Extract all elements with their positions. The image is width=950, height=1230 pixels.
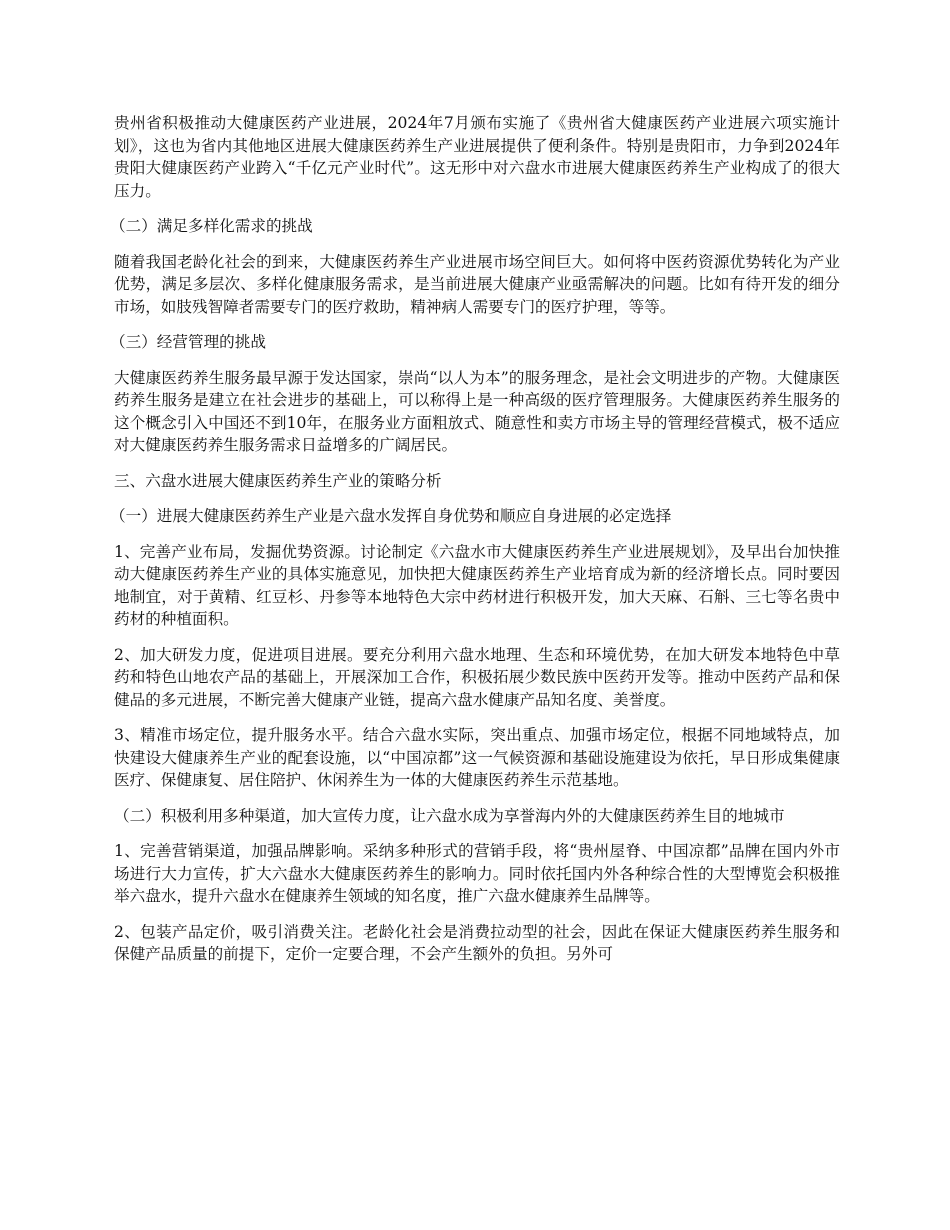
paragraph: 2、包装产品定价，吸引消费关注。老龄化社会是消费拉动型的社会，因此在保证大健康医药养生服务和保健产品质量的前提下，定价一定要合理，不会产生额外的负担。另外可 (114, 922, 840, 963)
paragraph: 1、完善产业布局，发掘优势资源。讨论制定《六盘水市大健康医药养生产业进展规划》，及早出台加快推动大健康医药养生产业的具体实施意见，加快把大健康医药养生产业培育成为新的经济增长点。同时要因地制宜，对于黄精、红豆杉、丹参等本地特色大宗中药材进行积极开发，加大天麻、石斛、三七等名贵中药材的种植面积。 (114, 542, 840, 628)
paragraph: 1、完善营销渠道，加强品牌影响。采纳多种形式的营销手段，将“贵州屋脊、中国凉都”品牌在国内外市场进行大力宣传，扩大六盘水大健康医药养生的影响力。同时依托国内外各种综合性的大型博览会积极推举六盘水，提升六盘水在健康养生领域的知名度，推广六盘水健康养生品牌等。 (114, 842, 840, 905)
document-page (110, 112, 840, 979)
section-heading: （二）积极利用多种渠道，加大宣传力度，让六盘水成为享誉海内外的大健康医药养生目的地城市 (114, 806, 785, 825)
section-heading: （二）满足多样化需求的挑战 (110, 217, 313, 235)
paragraph: 随着我国老龄化社会的到来，大健康医药养生产业进展市场空间巨大。如何将中医药资源优势转化为产业优势，满足多层次、多样化健康服务需求，是当前进展大健康产业亟需解决的问题。比如有待开发的细分市场，如肢残智障者需要专门的医疗救助，精神病人需要专门的医疗护理，等等。 (114, 252, 840, 316)
section-heading: （一）进展大健康医药养生产业是六盘水发挥自身优势和顺应自身进展的必定选择 (110, 507, 672, 525)
paragraph: 贵州省积极推动大健康医药产业进展，2024年7月颁布实施了《贵州省大健康医药产业进展六项实施计划》，这也为省内其他地区进展大健康医药养生产业进展提供了便利条件。特别是贵阳市，力争到2024年贵阳大健康医药产业跨入“千亿元产业时代”。这无形中对六盘水市进展大健康医药养生产业构成了的很大压力。 (114, 114, 840, 200)
section-heading: （三）经营管理的挑战 (110, 333, 266, 351)
paragraph: 3、精准市场定位，提升服务水平。结合六盘水实际，突出重点、加强市场定位，根据不同地域特点，加快建设大健康养生产业的配套设施，以“中国凉都”这一气候资源和基础设施建设为依托，早日形成集健康医疗、保健康复、居住陪护、休闲养生为一体的大健康医药养生示范基地。 (114, 726, 840, 789)
paragraph: 大健康医药养生服务最早源于发达国家，崇尚“以人为本”的服务理念，是社会文明进步的产物。大健康医药养生服务是建立在社会进步的基础上，可以称得上是一种高级的医疗管理服务。大健康医药养生服务的这个概念引入中国还不到10年，在服务业方面粗放式、随意性和卖方市场主导的管理经营模式，极不适应对大健康医药养生服务需求日益增多的广阔居民。 (114, 368, 840, 454)
paragraph: 2、加大研发力度，促进项目进展。要充分利用六盘水地理、生态和环境优势，在加大研发本地特色中草药和特色山地农产品的基础上，开展深加工合作，积极拓展少数民族中医药开发等。推动中医药产品和保健品的多元进展，不断完善大健康产业链，提高六盘水健康产品知名度、美誉度。 (114, 645, 840, 709)
chapter-heading: 三、六盘水进展大健康医药养生产业的策略分析 (114, 471, 442, 490)
